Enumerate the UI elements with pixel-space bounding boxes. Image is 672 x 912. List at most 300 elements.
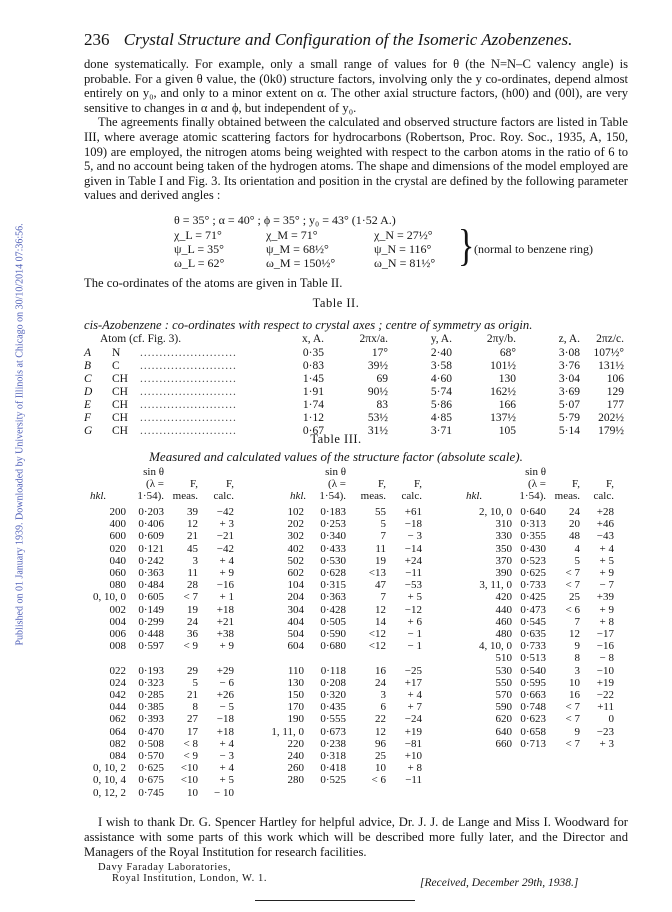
table3-cell: 3, 11, 0 — [479, 579, 512, 592]
download-watermark: Published on 01 January 1939. Downloaded by University of Illinois at Chicago on 30/10/2014 07:36:56. — [14, 223, 26, 646]
table3-cell: + 5 — [599, 554, 614, 567]
table3-cell: +29 — [216, 664, 234, 677]
table3-cell: + 9 — [219, 567, 234, 579]
table3-cell: 040 — [109, 554, 126, 567]
table3-row — [466, 689, 616, 701]
table2-header: Atom (cf. Fig. 3). — [100, 333, 182, 345]
table3-cell: 550 — [495, 676, 512, 689]
table3-cell: <12 — [368, 640, 386, 653]
table3-cell: +46 — [596, 518, 614, 531]
param-omega-m: ω_M = 150½° — [266, 256, 336, 270]
table3-cell: 0·675 — [138, 774, 164, 787]
table3-header: F, — [572, 478, 580, 490]
table3-cell: 0·435 — [320, 701, 346, 714]
table3-cell: − 1 — [407, 628, 422, 640]
table2-cell: 5·86 — [430, 399, 452, 411]
atom-type: CH — [112, 386, 128, 398]
table3-cell: −16 — [216, 579, 234, 592]
table3-cell: 24 — [375, 676, 386, 689]
table3-cell: 330 — [495, 530, 512, 543]
table3-cell: 16 — [569, 689, 580, 701]
table3-cell: 190 — [287, 713, 304, 726]
table3-cell: 2, 10, 0 — [479, 506, 512, 518]
param-psi-n: ψ_N = 116° — [374, 242, 432, 256]
table3-row — [466, 738, 616, 750]
table3-cell: 404 — [287, 615, 304, 628]
table3-cell: 25 — [569, 591, 580, 604]
table3-cell: 27 — [187, 713, 198, 726]
table3-cell: + 3 — [219, 518, 234, 531]
table3-cell: + 9 — [599, 567, 614, 579]
table3-cell: 6 — [380, 701, 386, 714]
table2-cell: 166 — [498, 399, 516, 411]
table3-cell: 400 — [109, 518, 126, 531]
table3-cell: 044 — [109, 701, 126, 714]
table3-cell: 260 — [287, 762, 304, 775]
table3-cell: + 1 — [219, 591, 234, 604]
table3-row — [88, 738, 248, 750]
address-line-1: Davy Faraday Laboratories, — [98, 862, 232, 873]
table3-cell: −10 — [596, 664, 614, 677]
table3-cell: < 7 — [565, 579, 580, 592]
table2-cell: 83 — [376, 399, 388, 411]
table3-row — [466, 604, 616, 616]
table3-cell: 28 — [187, 579, 198, 592]
table3-header: F, — [226, 478, 234, 490]
table3-cell: 0·680 — [320, 640, 346, 653]
table3-row — [262, 713, 452, 725]
table3-cell: 480 — [495, 628, 512, 640]
table3-cell: + 6 — [407, 615, 422, 628]
table3-cell: 0·285 — [138, 689, 164, 701]
table3-cell: 17 — [187, 725, 198, 738]
table3-header: sin θ — [525, 466, 546, 478]
table2-row — [84, 412, 628, 425]
table2-cell: 0·67 — [302, 425, 324, 437]
table3-cell: + 4 — [407, 689, 422, 701]
table3-cell: 3 — [192, 554, 198, 567]
leader-dots: ......................... — [140, 412, 237, 424]
table3-row — [262, 738, 452, 750]
table3-row — [466, 591, 616, 603]
table3-cell: − 1 — [407, 640, 422, 653]
table3-cell: 304 — [287, 603, 304, 616]
table3-cell: +28 — [596, 506, 614, 518]
table3-row — [88, 774, 248, 786]
atom-letter: A — [84, 347, 92, 359]
table2-cell: 31½ — [367, 425, 388, 437]
table3-row — [88, 701, 248, 713]
table3-cell: 102 — [287, 506, 304, 518]
table3-cell: 460 — [495, 615, 512, 628]
table3-cell: 006 — [109, 628, 126, 640]
table3-cell: + 4 — [599, 542, 614, 555]
table3-cell: −14 — [404, 542, 422, 555]
table2-cell: 68° — [499, 347, 516, 359]
table3-row — [262, 555, 452, 567]
table3-cell: < 7 — [565, 701, 580, 714]
table3-cell: 0·733 — [520, 640, 546, 653]
table3-cell: 020 — [109, 542, 126, 555]
table3-cell: + 5 — [219, 774, 234, 787]
table3-cell: < 6 — [565, 603, 580, 616]
table3-cell: <12 — [368, 628, 386, 640]
table3-cell: 110 — [287, 664, 304, 677]
table3-row — [466, 616, 616, 628]
table3-cell: 130 — [287, 676, 304, 689]
table2-cell: 1·45 — [302, 373, 324, 385]
table3-cell: 530 — [495, 664, 512, 677]
table2-cell: 5·74 — [430, 386, 452, 398]
table3-header-row — [466, 490, 616, 502]
table2-cell: 4·60 — [430, 373, 452, 385]
table3-row — [466, 713, 616, 725]
table3-header: hkl. — [90, 490, 107, 502]
paragraph-1: done systematically. For example, only a small range of values for θ (the N=N–C valency angle) is probable. For a given θ value, the (0k0) structure factors, involving only the y co-ordinates, depend almost entirely on y₀, and only to a minor extent on α. The other axial structure factors, (h00) and (00l), are very sensitive to changes in α and ϕ, but independent of y₀. — [84, 57, 628, 115]
table3-cell: 0·323 — [138, 676, 164, 689]
table3-cell: 350 — [495, 542, 512, 555]
table3-cell: 9 — [574, 725, 580, 738]
leader-dots: ......................... — [140, 373, 237, 385]
table3-cell: 0, 12, 2 — [93, 786, 126, 799]
table3-cell: 0·555 — [320, 713, 346, 726]
table3-cell: 0·313 — [520, 518, 546, 531]
table3-cell: <13 — [368, 567, 386, 579]
table3-cell: + 3 — [599, 737, 614, 750]
table3-row — [262, 750, 452, 762]
table3-cell: 660 — [495, 737, 512, 750]
table3-row — [88, 616, 248, 628]
table3-cell: < 7 — [565, 737, 580, 750]
table3-header-row — [466, 478, 616, 490]
table3-header-row — [88, 478, 248, 490]
table3-header: 1·54). — [519, 490, 546, 502]
table3-row — [88, 787, 248, 799]
table3-row — [262, 726, 452, 738]
table3-cell: − 6 — [219, 676, 234, 689]
table3-cell: 280 — [287, 774, 304, 787]
table3-cell: −23 — [596, 725, 614, 738]
table3-row — [466, 640, 616, 652]
table3-row — [262, 677, 452, 689]
table3-cell: 0·745 — [138, 786, 164, 799]
table3-row — [262, 665, 452, 677]
table3-cell: 0·640 — [520, 506, 546, 518]
table3-header: F, — [378, 478, 386, 490]
table3-cell: 0·595 — [520, 676, 546, 689]
page-header — [84, 30, 624, 50]
table3-cell: 080 — [109, 579, 126, 592]
table3-cell: 202 — [287, 518, 304, 531]
table3-label: Table III. — [310, 432, 362, 446]
table2-cell: 129 — [606, 386, 624, 398]
table2-cell: 4·85 — [430, 412, 452, 424]
table3-cell: −18 — [216, 713, 234, 726]
table3-cell: 5 — [380, 518, 386, 531]
table3-cell: 12 — [375, 725, 386, 738]
table3-cell: 0·508 — [138, 737, 164, 750]
table2-cell: 17° — [371, 347, 388, 359]
param-note: (normal to benzene ring) — [474, 242, 593, 256]
table3-cell: 004 — [109, 615, 126, 628]
table3-cell: +10 — [404, 750, 422, 762]
table3-row — [88, 652, 248, 664]
table3-cell: +18 — [216, 603, 234, 616]
table3-cell: 10 — [569, 676, 580, 689]
table3-cell: 48 — [569, 530, 580, 543]
table3-cell: < 7 — [183, 591, 198, 604]
table3-row — [88, 555, 248, 567]
table3-row — [88, 543, 248, 555]
table3-cell: −21 — [216, 530, 234, 543]
table3-cell: 0·318 — [320, 750, 346, 762]
atom-letter: C — [84, 373, 92, 385]
table3-cell: 39 — [187, 506, 198, 518]
table3-cell: 0·663 — [520, 689, 546, 701]
table3-cell: 084 — [109, 750, 126, 762]
table3-row — [262, 774, 452, 786]
table3-cell: 11 — [187, 567, 198, 579]
table3-row — [262, 640, 452, 652]
table3-cell: 29 — [187, 664, 198, 677]
table3-header: meas. — [172, 490, 198, 502]
table2-cell: 3·71 — [430, 425, 452, 437]
table3-cell: 590 — [495, 701, 512, 714]
brace-symbol: } — [458, 222, 475, 271]
table3-cell: 0·320 — [320, 689, 346, 701]
table3-cell: 4, 10, 0 — [479, 640, 512, 653]
table3-header-row — [262, 490, 452, 502]
table2-cell: 3·08 — [558, 347, 580, 359]
table2-cell: 202½ — [598, 412, 624, 424]
received-date: [Received, December 29th, 1938.] — [420, 877, 579, 889]
table3-cell: 0, 10, 2 — [93, 762, 126, 775]
table3-row — [466, 567, 616, 579]
table3-cell: 24 — [187, 615, 198, 628]
table3-cell: + 8 — [599, 615, 614, 628]
param-line-1: θ = 35° ; α = 40° ; ϕ = 35° ; y₀ = 43° (1·52 A.) — [174, 213, 396, 227]
table3-row — [466, 579, 616, 591]
leader-dots: ......................... — [140, 347, 237, 359]
table3-cell: 12 — [375, 603, 386, 616]
leader-dots: ......................... — [140, 399, 237, 411]
table3-row — [262, 616, 452, 628]
table3-header-row — [466, 466, 616, 478]
table3-row — [262, 689, 452, 701]
table3-row — [466, 677, 616, 689]
table2-cell: 107½° — [593, 347, 624, 359]
table3-cell: 5 — [192, 676, 198, 689]
table3-row — [88, 689, 248, 701]
table3-cell: −42 — [216, 506, 234, 518]
address — [98, 862, 267, 884]
table3-cell: 620 — [495, 713, 512, 726]
table3-cell: 082 — [109, 737, 126, 750]
table3-row — [88, 604, 248, 616]
table3-row — [466, 518, 616, 530]
table3-cell: 310 — [495, 518, 512, 531]
table3-cell: − 7 — [599, 579, 614, 592]
table3-cell: +38 — [216, 628, 234, 640]
table3-row — [262, 762, 452, 774]
table3-cell: 502 — [287, 554, 304, 567]
table3-header: calc. — [401, 490, 422, 502]
table3-header-row — [88, 466, 248, 478]
table3-cell: 150 — [287, 689, 304, 701]
table3-cell: 440 — [495, 603, 512, 616]
table2-cell: 130 — [498, 373, 516, 385]
table3-cell: 55 — [375, 506, 386, 518]
table2-label: Table II. — [312, 296, 360, 310]
table3-header: (λ = — [528, 478, 546, 490]
leader-dots: ......................... — [140, 386, 237, 398]
table3-cell: 0·597 — [138, 640, 164, 653]
table2-cell: 3·04 — [558, 373, 580, 385]
table3-cell: 0·625 — [138, 762, 164, 775]
table3-cell: 0·525 — [320, 774, 346, 787]
table3-cell: 402 — [287, 542, 304, 555]
table3-cell: −24 — [404, 713, 422, 726]
table3-cell: + 7 — [407, 701, 422, 714]
table3-cell: 240 — [287, 750, 304, 762]
table3-cell: 0·193 — [138, 664, 164, 677]
table3-cell: 570 — [495, 689, 512, 701]
table3-cell: 0·628 — [320, 567, 346, 579]
table3-header: sin θ — [325, 466, 346, 478]
table3-cell: 20 — [569, 518, 580, 531]
table2-cell: 101½ — [490, 360, 516, 372]
table3-row — [466, 628, 616, 640]
table3-cell: 0, 10, 0 — [93, 591, 126, 604]
table3-header: F, — [606, 478, 614, 490]
table3-row — [466, 530, 616, 542]
table3-cell: 0·253 — [320, 518, 346, 531]
leader-dots: ......................... — [140, 425, 237, 437]
atom-letter: F — [84, 412, 92, 424]
table3-row — [262, 506, 452, 518]
table3-cell: 302 — [287, 530, 304, 543]
table3-header: 1·54). — [137, 490, 164, 502]
table2-row — [84, 360, 628, 373]
table3-cell: 36 — [187, 628, 198, 640]
table2-row — [84, 347, 628, 360]
table2-row — [84, 399, 628, 412]
table3-cell: 022 — [109, 664, 126, 677]
table3-cell: 0·605 — [138, 591, 164, 604]
table3-cell: 1, 11, 0 — [271, 725, 304, 738]
table3-cell: 024 — [109, 676, 126, 689]
table3-row — [88, 567, 248, 579]
address-line-2: Royal Institution, London, W. 1. — [112, 873, 268, 884]
table2-cell: 3·69 — [558, 386, 580, 398]
table3-cell: 604 — [287, 640, 304, 653]
table3-cell: 0·484 — [138, 579, 164, 592]
table3-cell: 19 — [187, 603, 198, 616]
table3-cell: 008 — [109, 640, 126, 653]
table3-cell: 9 — [574, 640, 580, 653]
table3-cell: +24 — [404, 554, 422, 567]
table2-cell: 2·40 — [430, 347, 452, 359]
table3-cell: 060 — [109, 567, 126, 579]
atom-type: CH — [112, 399, 128, 411]
table3-cell: 3 — [380, 689, 386, 701]
table3-cell: 0·393 — [138, 713, 164, 726]
table3-cell: −18 — [404, 518, 422, 531]
table3-cell: −25 — [404, 664, 422, 677]
table3-cell: −43 — [596, 530, 614, 543]
table3-cell: 8 — [574, 652, 580, 665]
table3-cell: < 7 — [565, 713, 580, 726]
table3-cell: 602 — [287, 567, 304, 579]
atom-type: C — [112, 360, 120, 372]
table3-header: hkl. — [290, 490, 307, 502]
table3-cell: +61 — [404, 506, 422, 518]
table3-header: calc. — [213, 490, 234, 502]
paragraph-2: The agreements finally obtained between the calculated and observed structure factors are listed in Table III, where average atomic scattering factors for hydrocarbons (Robertson, Proc. Roy. Soc., 1935, A, 150, 109) are employed, the nitrogen atoms being weighted with respect to the carbon atoms in the ratio of 6 to 5, and no account being taken of the hydrogen atoms. The shape and dimensions of the model employed are given in Table I and Fig. 3. Its orientation and position in the crystal are defined by the following parameter values and derived angles : — [84, 115, 628, 203]
table3-row — [262, 591, 452, 603]
table3-cell: 0·545 — [520, 615, 546, 628]
table3-cell: + 4 — [219, 554, 234, 567]
table3-cell: 600 — [109, 530, 126, 543]
table3-cell: +26 — [216, 689, 234, 701]
table3-cell: 0·713 — [520, 737, 546, 750]
table2-cell: 3·76 — [558, 360, 580, 372]
table3-cell: 0·430 — [520, 542, 546, 555]
table2-cell: 162½ — [490, 386, 516, 398]
table3-cell: 104 — [287, 579, 304, 592]
table3-cell: 21 — [187, 689, 198, 701]
table3-row — [88, 628, 248, 640]
table3-row — [88, 726, 248, 738]
table3-cell: 7 — [380, 530, 386, 543]
table3-cell: + 9 — [219, 640, 234, 653]
table3-cell: 0·121 — [138, 542, 164, 555]
table3-header: (λ = — [328, 478, 346, 490]
table3-cell: 042 — [109, 689, 126, 701]
table2-cell: 69 — [376, 373, 388, 385]
table3-header: 1·54). — [319, 490, 346, 502]
table3-cell: + 4 — [219, 737, 234, 750]
atom-type: N — [112, 347, 121, 359]
table3-cell: 0·425 — [520, 591, 546, 604]
table3-row — [262, 652, 452, 664]
table3-cell: 45 — [187, 542, 198, 555]
table2-header: y, A. — [430, 333, 452, 345]
table3-header: calc. — [593, 490, 614, 502]
table3-cell: 370 — [495, 554, 512, 567]
table3-row — [466, 701, 616, 713]
param-psi-m: ψ_M = 68½° — [266, 242, 329, 256]
atom-type: CH — [112, 412, 128, 424]
table3-cell: − 8 — [599, 652, 614, 665]
table3-header: sin θ — [143, 466, 164, 478]
table3-cell: − 10 — [214, 786, 234, 799]
table3-cell: 0·570 — [138, 750, 164, 762]
table3-cell: + 9 — [599, 603, 614, 616]
table3-header-row — [262, 478, 452, 490]
atom-type: CH — [112, 425, 128, 437]
table3-cell: 0·363 — [320, 591, 346, 604]
param-chi-l: χ_L = 71° — [174, 228, 222, 242]
page-number: 236 — [84, 30, 110, 49]
table2-header: z, A. — [558, 333, 580, 345]
table3-row — [466, 726, 616, 738]
param-chi-m: χ_M = 71° — [266, 228, 318, 242]
table2-cell: 1·12 — [302, 412, 324, 424]
table3-cell: −42 — [216, 542, 234, 555]
table3-cell: −53 — [404, 579, 422, 592]
table3-row — [262, 518, 452, 530]
